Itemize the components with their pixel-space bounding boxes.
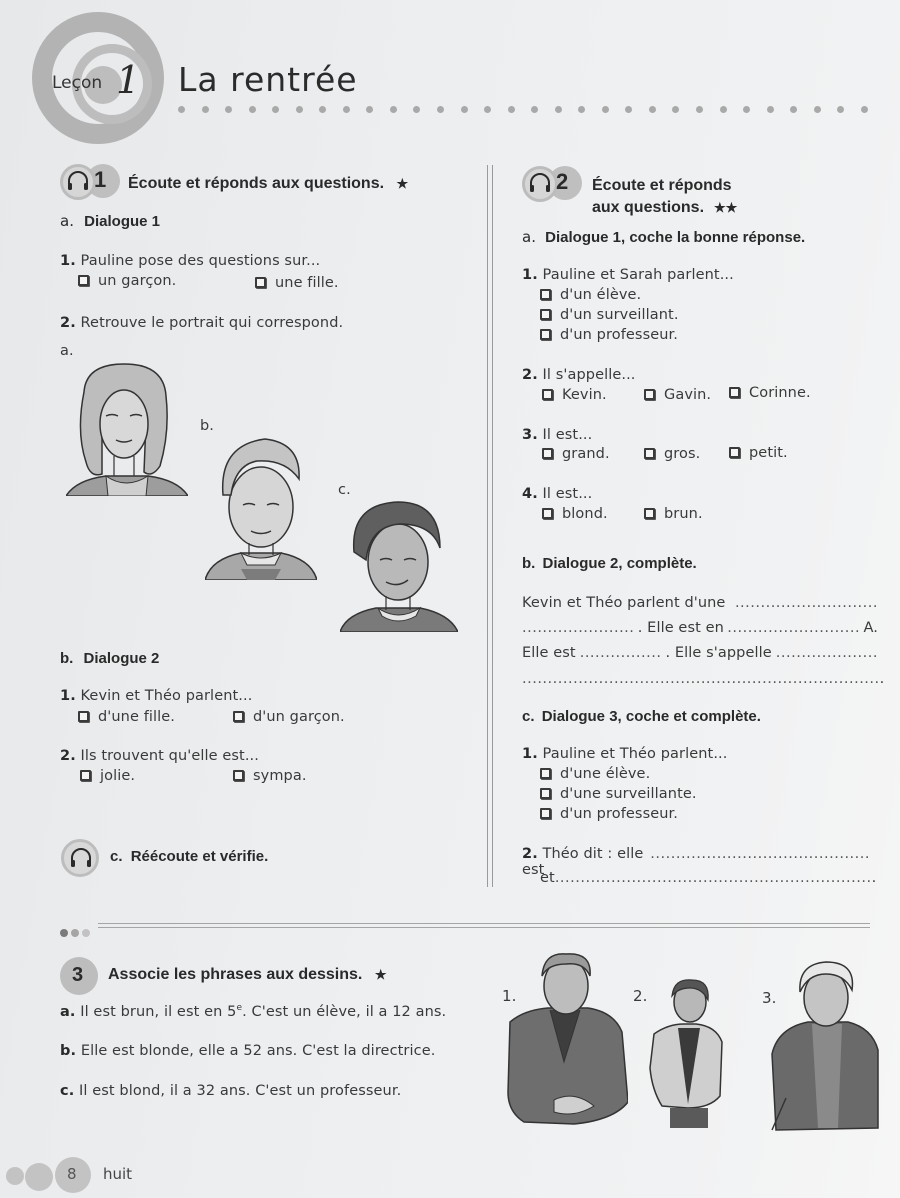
lesson-number: 1 (116, 58, 141, 102)
difficulty-stars: ★ (374, 967, 387, 982)
checkbox-option[interactable]: d'un surveillant. (540, 307, 679, 323)
checkbox-option[interactable]: d'une surveillante. (540, 786, 697, 802)
section-divider (98, 923, 870, 928)
portrait-b-image (205, 435, 317, 580)
ex1-b-q2: 2. Ils trouvent qu'elle est... (60, 748, 259, 764)
sentence-b: b. Elle est blonde, elle a 52 ans. C'est la directrice. (60, 1043, 436, 1059)
lesson-label: Leçon (52, 73, 103, 93)
checkbox-option[interactable]: une fille. (255, 275, 339, 291)
sentence-c: c. Il est blond, il a 32 ans. C'est un professeur. (60, 1083, 402, 1099)
checkbox[interactable] (540, 289, 551, 300)
portrait-label-b: b. (200, 418, 215, 434)
ex1-a-q2: 2. Retrouve le portrait qui correspond. (60, 315, 344, 331)
column-divider (487, 165, 493, 887)
checkbox-option[interactable]: d'un élève. (540, 287, 641, 303)
ex2-c-q2: 2. Théo dit : elle est ........................................... (522, 846, 870, 878)
ex1-part-c-heading: c. Réécoute et vérifie. (110, 848, 269, 865)
checkbox-option[interactable]: d'une élève. (540, 766, 650, 782)
fill-blank[interactable]: ...................... (522, 620, 635, 636)
checkbox[interactable] (542, 389, 553, 400)
exercise-3-title: Associe les phrases aux dessins. ★ (108, 966, 387, 983)
exercise-number: 2 (556, 169, 569, 194)
checkbox[interactable] (729, 447, 740, 458)
fill-blank[interactable]: .............................................................. (554, 870, 872, 886)
portrait-label-a: a. (60, 343, 74, 359)
checkbox[interactable] (542, 448, 553, 459)
exercise-2-badge (522, 166, 582, 200)
checkbox[interactable] (233, 770, 244, 781)
checkbox-option[interactable]: grand. (542, 446, 610, 462)
ex2-part-a-heading: a. Dialogue 1, coche la bonne réponse. (522, 228, 806, 246)
headphones-icon (528, 172, 552, 194)
exercise-3-badge (60, 957, 98, 995)
page-number: 8 (67, 1165, 77, 1183)
page-word: huit (103, 1165, 133, 1183)
footer-dot-large (55, 1157, 91, 1193)
checkbox-option[interactable]: Gavin. (644, 387, 711, 403)
checkbox[interactable] (644, 508, 655, 519)
ex2-part-c-heading: c. Dialogue 3, coche et complète. (522, 708, 761, 725)
checkbox[interactable] (255, 277, 266, 288)
fill-line-3: Elle est ................ . Elle s'appelle .................... (522, 645, 878, 661)
fill-blank[interactable]: ...................................................................... (522, 671, 880, 687)
portrait-c-image (340, 500, 458, 632)
title-dotted-rule (178, 106, 868, 116)
checkbox-option[interactable]: sympa. (233, 768, 307, 784)
checkbox-option[interactable]: gros. (644, 446, 700, 462)
checkbox[interactable] (540, 788, 551, 799)
checkbox[interactable] (80, 770, 91, 781)
ex2-c-q2-line2: et .............................................................. . (540, 870, 877, 886)
footer-dot-small (6, 1167, 24, 1185)
checkbox[interactable] (540, 309, 551, 320)
drawing-2-image (648, 978, 726, 1128)
checkbox-option[interactable]: d'un professeur. (540, 327, 678, 343)
checkbox-option[interactable]: un garçon. (78, 273, 176, 289)
drawing-label-3: 3. (762, 989, 777, 1007)
fill-blank[interactable]: ............................ (734, 595, 878, 611)
portrait-label-c: c. (338, 482, 351, 498)
checkbox[interactable] (542, 508, 553, 519)
audio-button[interactable] (61, 839, 99, 877)
checkbox-option[interactable]: d'un professeur. (540, 806, 678, 822)
fill-blank[interactable]: ........................................... (650, 846, 870, 862)
checkbox[interactable] (540, 768, 551, 779)
checkbox-option[interactable]: d'une fille. (78, 709, 175, 725)
ex1-part-b-heading: b. Dialogue 2 (60, 650, 160, 667)
ex2-a-q4: 4. Il est... (522, 486, 593, 502)
fill-line-4: ...................................................................... . (522, 671, 885, 687)
portrait-a-image (66, 362, 188, 496)
section-divider-dots (60, 922, 93, 941)
ex1-a-q1: 1. Pauline pose des questions sur... (60, 253, 321, 269)
ex2-c-q1: 1. Pauline et Théo parlent... (522, 746, 728, 762)
fill-blank[interactable]: ................ (579, 645, 662, 661)
difficulty-stars: ★ (396, 176, 409, 191)
exercise-1-badge (60, 164, 120, 198)
checkbox[interactable] (644, 448, 655, 459)
checkbox[interactable] (540, 808, 551, 819)
fill-blank[interactable]: .......................... (727, 620, 861, 636)
exercise-number: 3 (72, 964, 84, 986)
exercise-1-title: Écoute et réponds aux questions. ★ (128, 175, 409, 192)
headphones-icon (69, 847, 93, 869)
headphones-icon (66, 170, 90, 192)
ex1-part-a-heading: a. Dialogue 1 (60, 212, 160, 230)
ex1-b-q1: 1. Kevin et Théo parlent... (60, 688, 253, 704)
checkbox-option[interactable]: jolie. (80, 768, 135, 784)
checkbox-option[interactable]: petit. (729, 445, 788, 461)
drawing-label-1: 1. (502, 987, 517, 1005)
ex2-part-b-heading: b. Dialogue 2, complète. (522, 555, 697, 572)
page-title: La rentrée (178, 60, 358, 99)
checkbox[interactable] (540, 329, 551, 340)
checkbox-option[interactable]: blond. (542, 506, 608, 522)
fill-line-1: Kevin et Théo parlent d'une ............................ (522, 595, 878, 611)
checkbox-option[interactable]: Corinne. (729, 385, 811, 401)
drawing-1-image (504, 952, 628, 1127)
checkbox[interactable] (78, 711, 89, 722)
fill-blank[interactable]: .................... (775, 645, 878, 661)
fill-line-2: ...................... . Elle est en .......................... A. (522, 620, 878, 636)
ex2-a-q2: 2. Il s'appelle... (522, 367, 636, 383)
checkbox-option[interactable]: d'un garçon. (233, 709, 345, 725)
checkbox-option[interactable]: Kevin. (542, 387, 607, 403)
exercise-2-title: Écoute et réponds aux questions. ★★ (592, 177, 738, 216)
checkbox[interactable] (729, 387, 740, 398)
checkbox-option[interactable]: brun. (644, 506, 703, 522)
checkbox[interactable] (78, 275, 89, 286)
drawing-3-image (768, 958, 880, 1138)
difficulty-stars: ★★ (714, 200, 738, 215)
ex2-a-q1: 1. Pauline et Sarah parlent... (522, 267, 734, 283)
exercise-number: 1 (94, 167, 107, 192)
checkbox[interactable] (644, 389, 655, 400)
sentence-a: a. Il est brun, il est en 5e. C'est un élève, il a 12 ans. (60, 1003, 447, 1020)
footer-dot-medium (25, 1163, 53, 1191)
drawing-label-2: 2. (633, 987, 648, 1005)
checkbox[interactable] (233, 711, 244, 722)
ex2-a-q3: 3. Il est... (522, 427, 593, 443)
